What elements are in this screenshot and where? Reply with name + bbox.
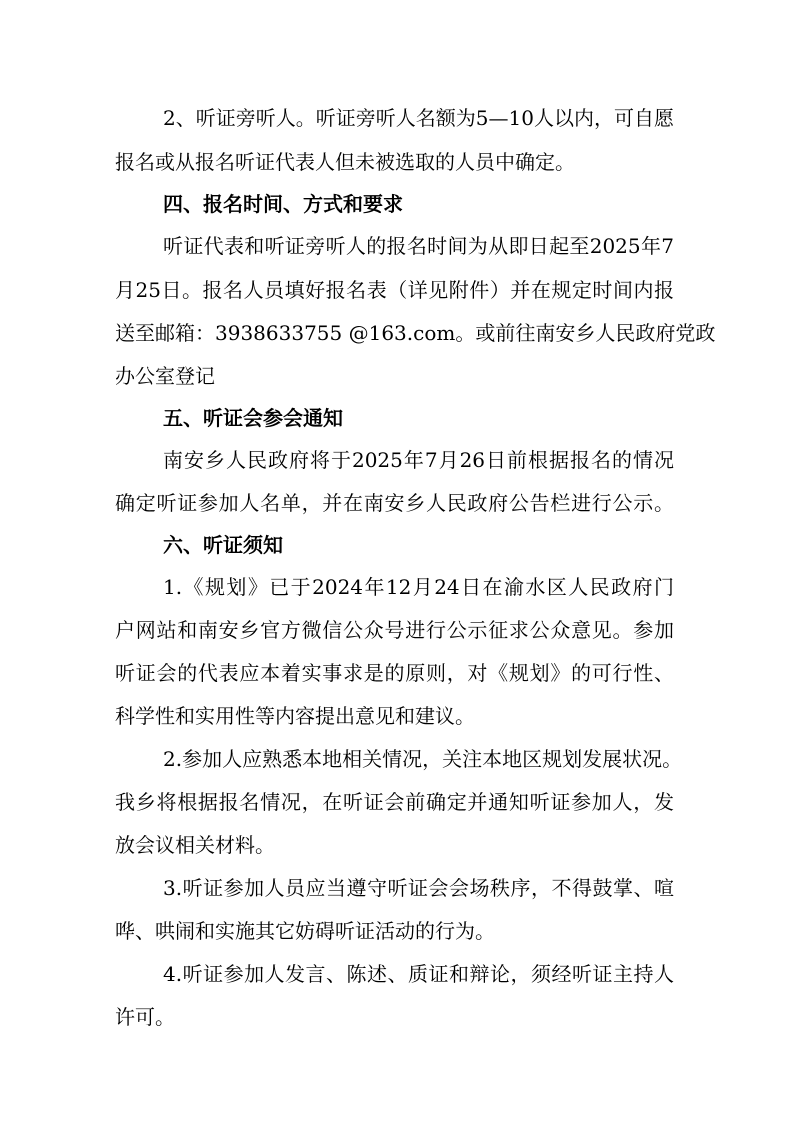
observers-paragraph-line-1: 2、听证旁听人。听证旁听人名额为5—10人以内，可自愿 bbox=[163, 106, 674, 130]
observers-paragraph-line-2: 报名或从报名听证代表人但未被选取的人员中确定。 bbox=[115, 150, 575, 174]
section-4-line-3: 送至邮箱：3938633755 @163.com。或前往南安乡人民政府党政 bbox=[115, 321, 716, 345]
section-4-line-4: 办公室登记 bbox=[115, 364, 215, 388]
notice-item-1-line-4: 科学性和实用性等内容提出意见和建议。 bbox=[115, 704, 475, 728]
notice-item-4-line-1: 4.听证参加人发言、陈述、质证和辩论，须经听证主持人 bbox=[163, 962, 674, 986]
section-4-line-2: 月25日。报名人员填好报名表（详见附件）并在规定时间内报 bbox=[115, 278, 674, 302]
notice-item-3-line-2: 哗、哄闹和实施其它妨碍听证活动的行为。 bbox=[115, 919, 495, 943]
notice-item-2-line-1: 2.参加人应熟悉本地相关情况，关注本地区规划发展状况。 bbox=[163, 747, 683, 771]
section-4-line-1: 听证代表和听证旁听人的报名时间为从即日起至2025年7 bbox=[163, 234, 674, 258]
section-5-heading: 五、听证会参会通知 bbox=[163, 406, 343, 430]
notice-item-1-line-2: 户网站和南安乡官方微信公众号进行公示征求公众意见。参加 bbox=[115, 618, 674, 642]
section-5-line-1: 南安乡人民政府将于2025年7月26日前根据报名的情况 bbox=[163, 448, 674, 472]
notice-item-2-line-3: 放会议相关材料。 bbox=[115, 833, 275, 857]
section-5-line-2: 确定听证参加人名单，并在南安乡人民政府公告栏进行公示。 bbox=[115, 491, 674, 515]
notice-item-1-line-1: 1.《规划》已于2024年12月24日在渝水区人民政府门 bbox=[163, 575, 674, 599]
notice-item-4-line-2: 许可。 bbox=[115, 1005, 175, 1029]
notice-item-3-line-1: 3.听证参加人员应当遵守听证会会场秩序，不得鼓掌、喧 bbox=[163, 876, 674, 900]
section-4-heading: 四、报名时间、方式和要求 bbox=[163, 192, 403, 216]
notice-item-2-line-2: 我乡将根据报名情况，在听证会前确定并通知听证参加人，发 bbox=[115, 790, 674, 814]
notice-item-1-line-3: 听证会的代表应本着实事求是的原则，对《规划》的可行性、 bbox=[115, 661, 674, 685]
section-6-heading: 六、听证须知 bbox=[163, 533, 283, 557]
